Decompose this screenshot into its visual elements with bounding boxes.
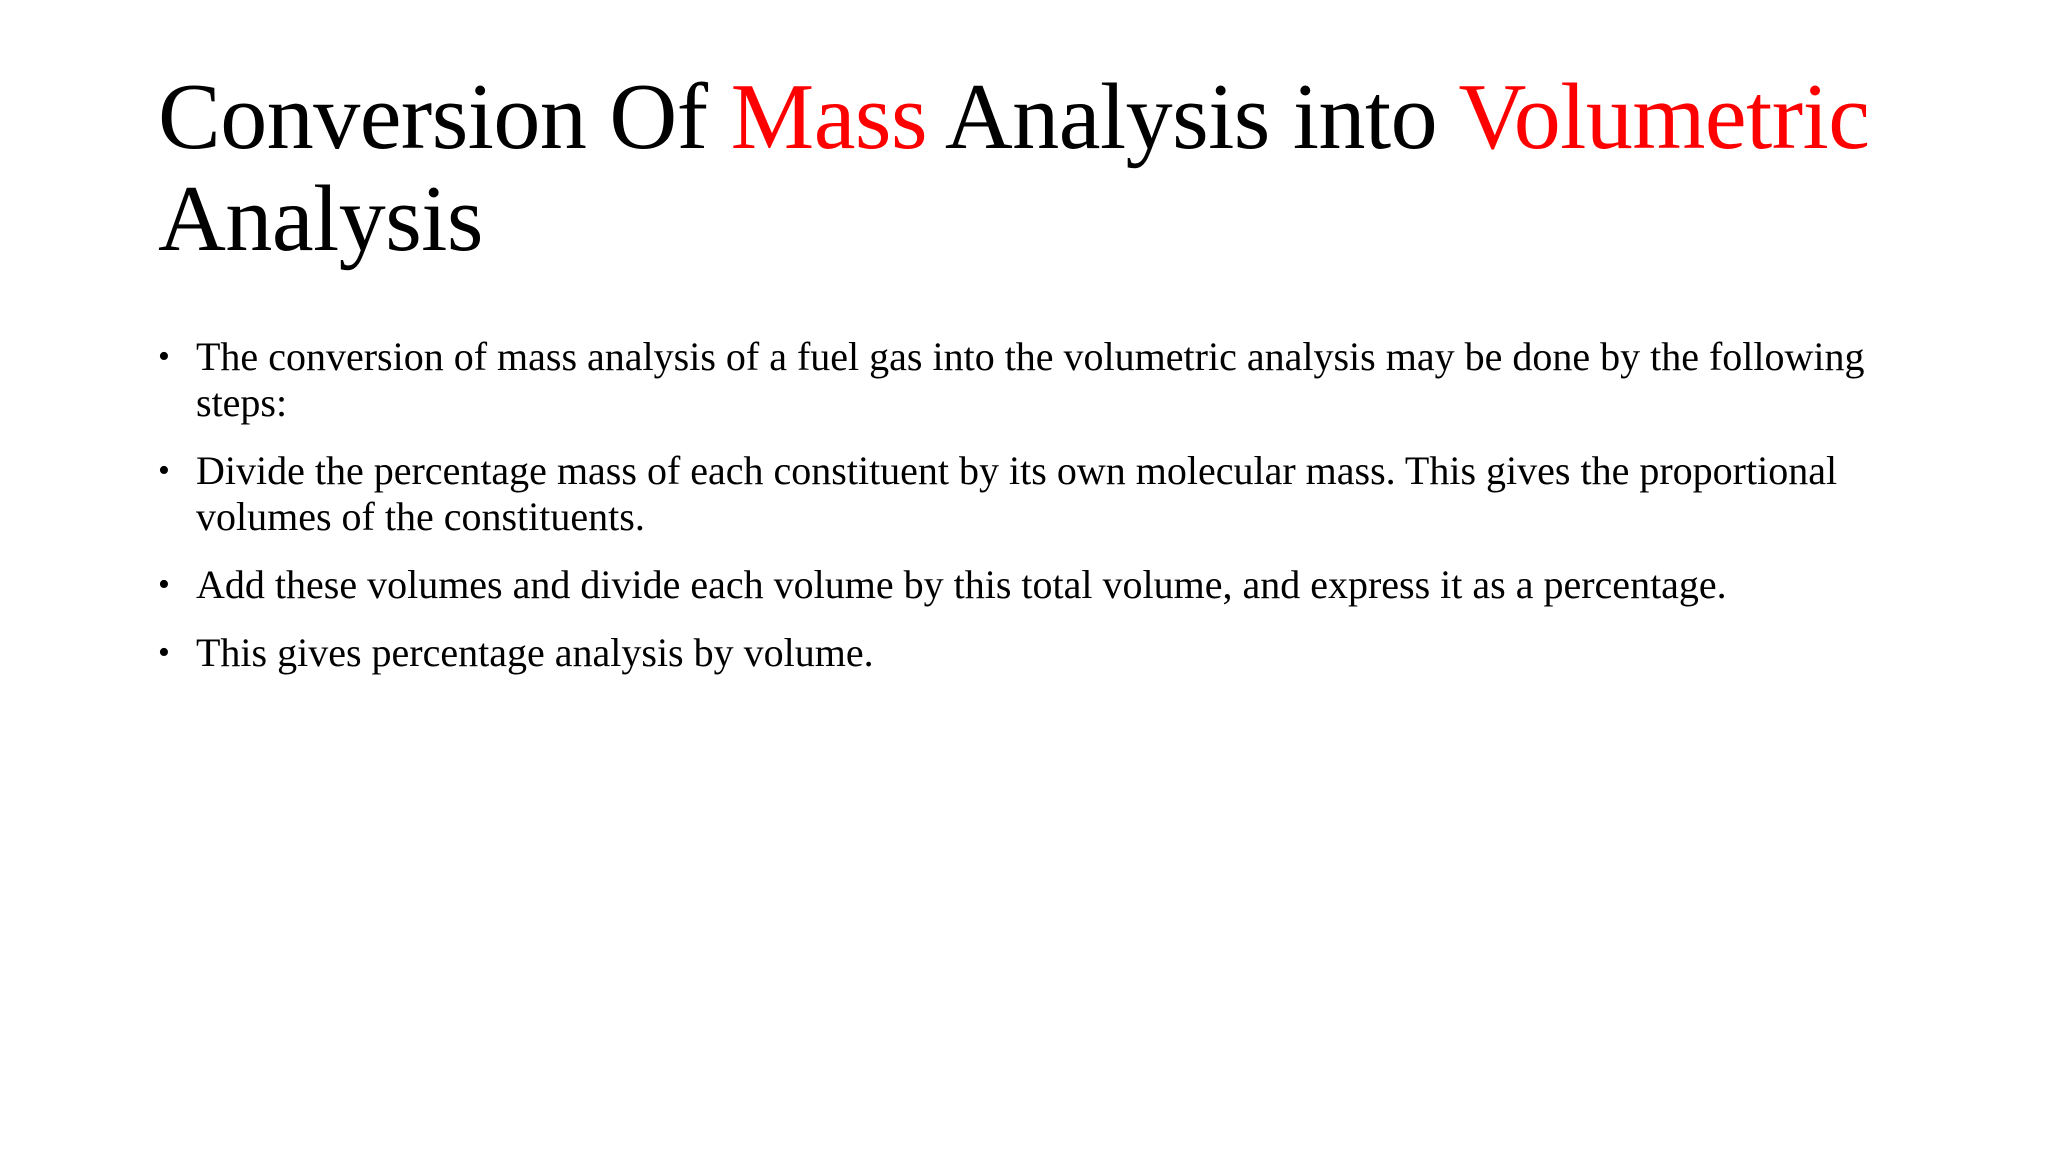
bullet-list (158, 334, 1938, 698)
bullet-item (158, 448, 1938, 540)
title-part-1: Conversion Of (158, 65, 731, 169)
bullet-text: This gives percentage analysis by volume. (196, 630, 874, 675)
slide-title (158, 66, 1948, 270)
bullet-text: The conversion of mass analysis of a fuel gas into the volumetric analysis may be done by the following steps: (196, 334, 1865, 425)
title-accent-volumetric: Volumetric (1458, 65, 1870, 169)
bullet-item (158, 562, 1938, 608)
title-part-2: Analysis into (927, 65, 1459, 169)
bullet-item (158, 630, 1938, 676)
bullet-dot-icon: • (158, 338, 170, 375)
bullet-text: Divide the percentage mass of each constituent by its own molecular mass. This gives the proportional volumes of the constituents. (196, 448, 1838, 539)
bullet-dot-icon: • (158, 634, 170, 671)
title-part-3: Analysis (158, 167, 483, 271)
bullet-text: Add these volumes and divide each volume by this total volume, and express it as a percentage. (196, 562, 1727, 607)
bullet-item (158, 334, 1938, 426)
title-accent-mass: Mass (730, 65, 928, 169)
bullet-dot-icon: • (158, 452, 170, 489)
bullet-dot-icon: • (158, 566, 170, 603)
